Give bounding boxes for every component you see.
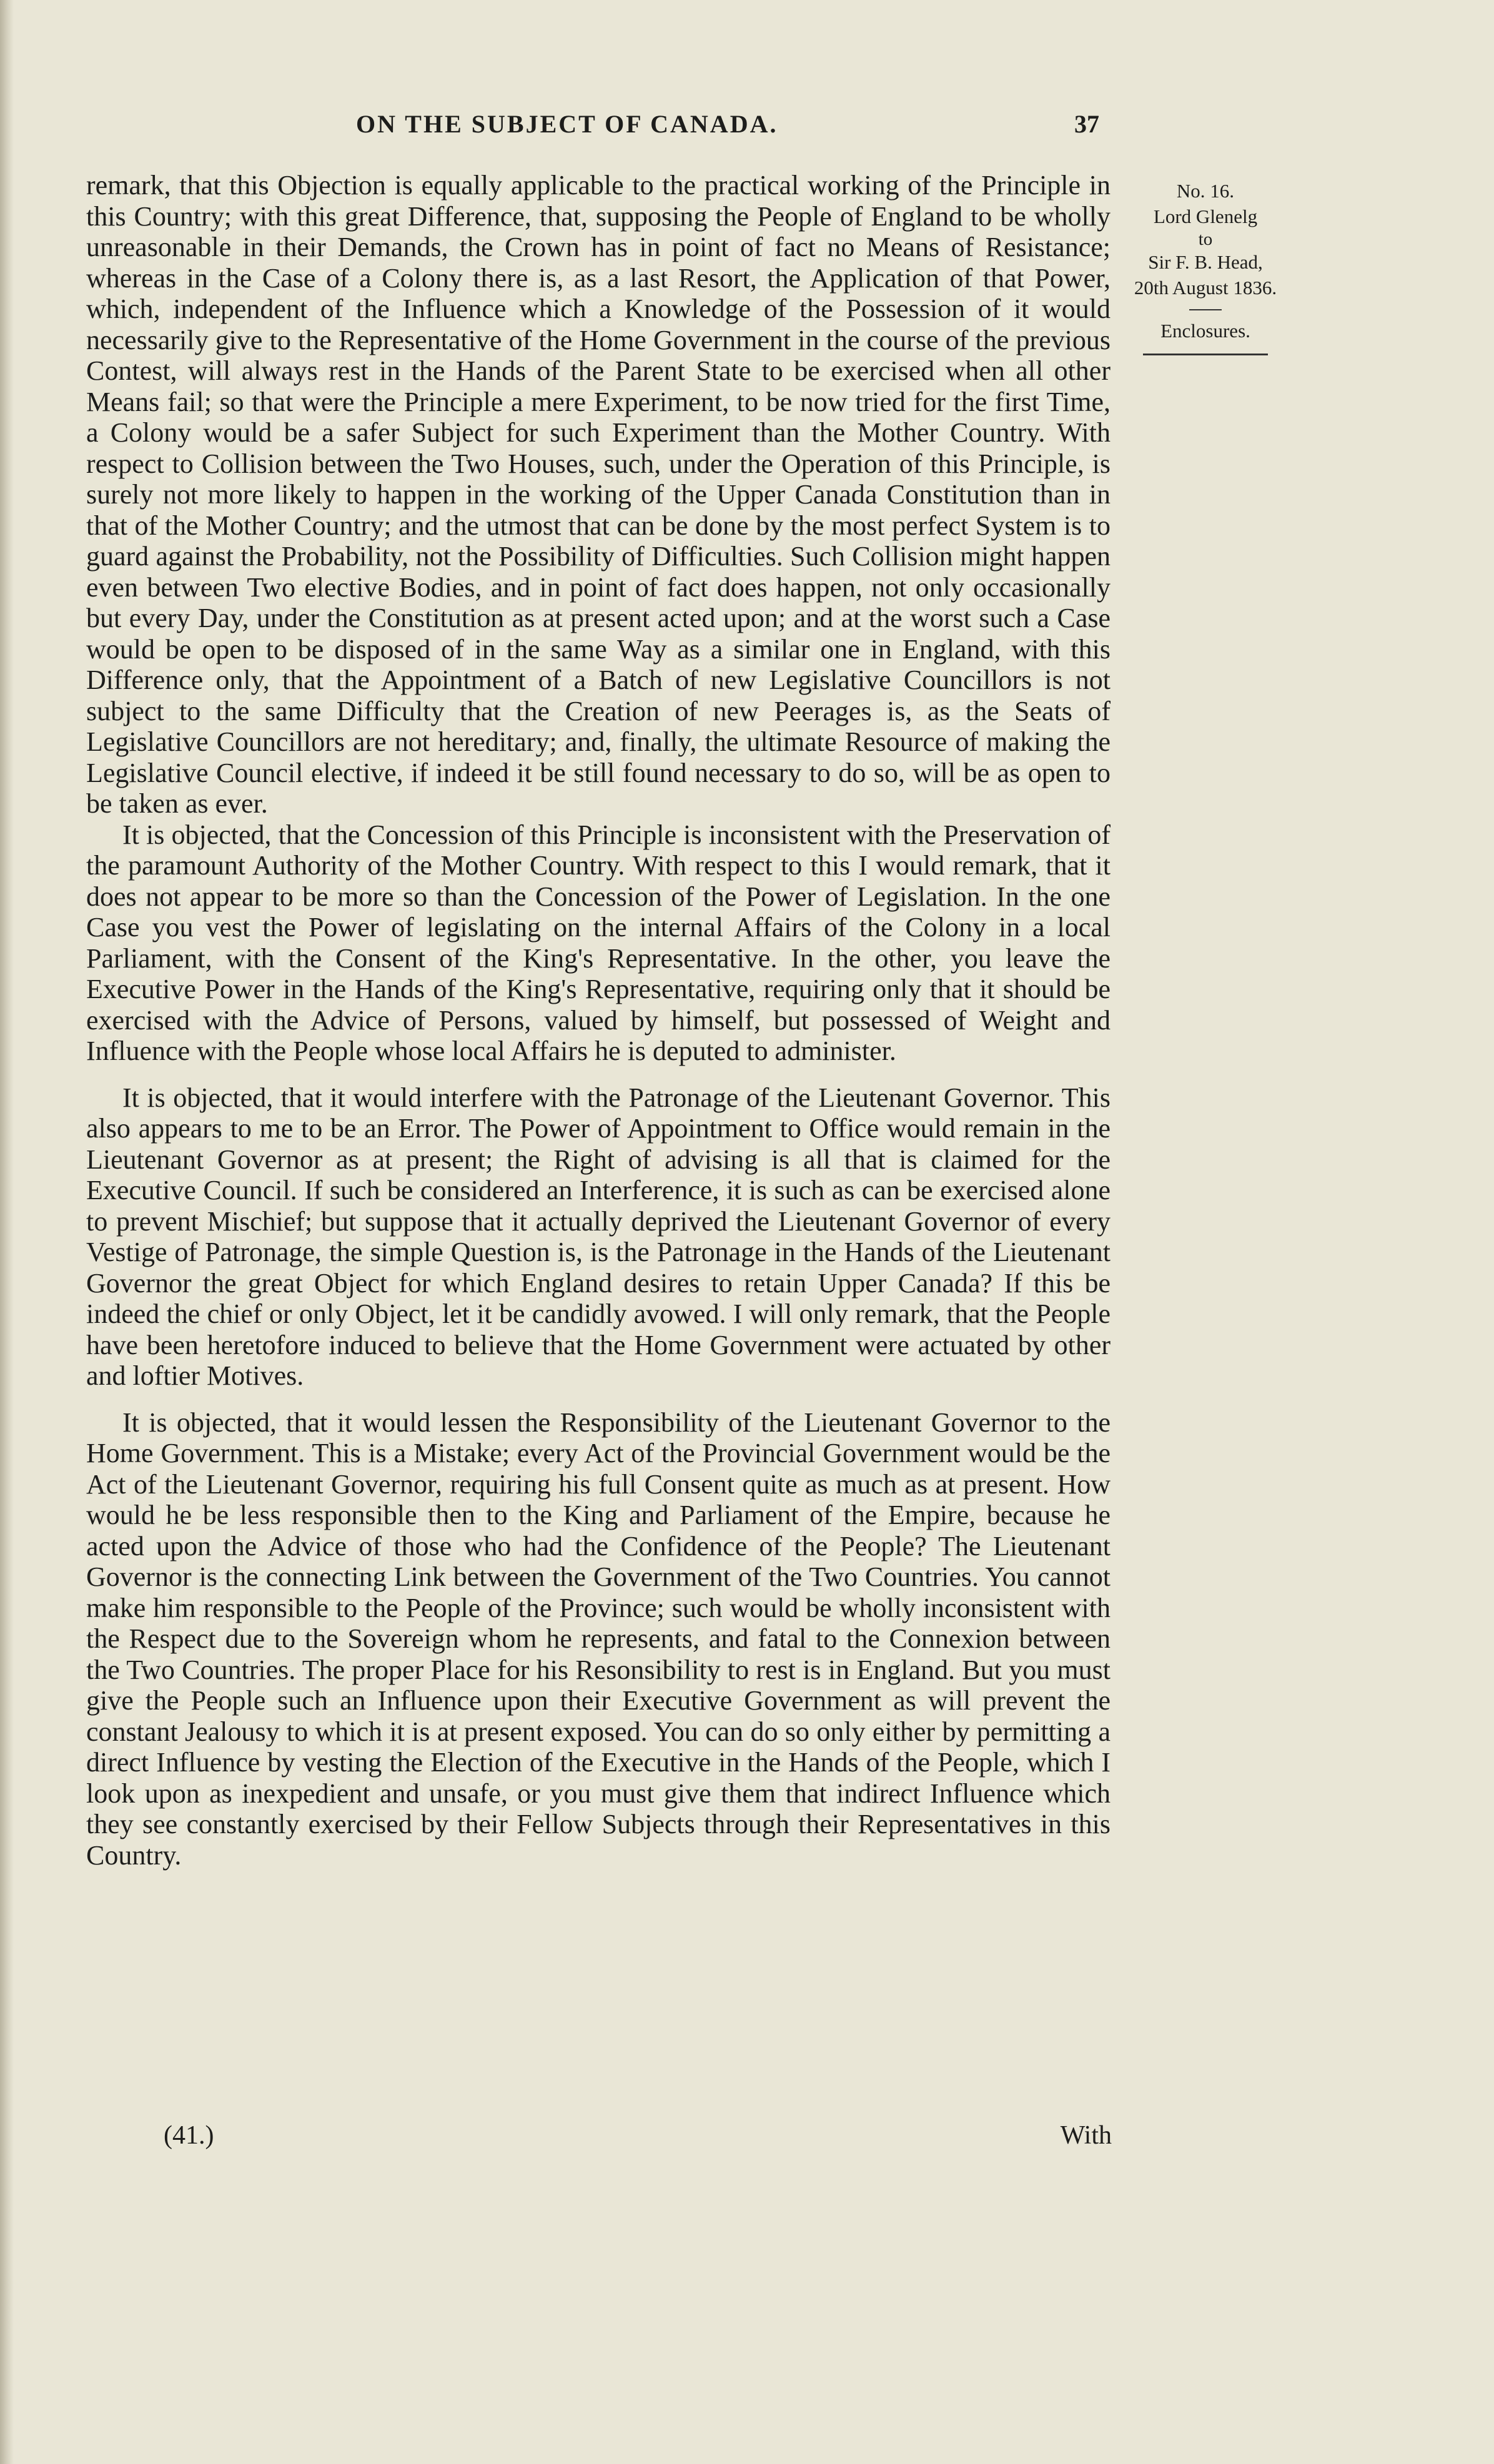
page-edge-shadow [0,0,14,2464]
short-divider [1189,309,1222,310]
enclosures-label: Enclosures. [1160,320,1250,342]
page-header [356,109,1099,153]
page-footer [164,2120,1112,2158]
paragraph-4: It is objected, that it would lessen the Responsibility of the Lieutenant Governor to the Home Government. This is a Mistake; every Act of the Provincial Government would be the Act of the Lieutenant Governor, requiring his full Consent quite as much as at present. How would he be less responsible then to the King and Parliament of the Empire, because he acted upon the Advice of those who had the Confidence of the People? The Lieutenant Governor is the connecting Link between the Government of the Two Countries. You cannot make him responsible to the People of the Province; such would be wholly inconsistent with the Respect due to the Sovereign whom he represents, and fatal to the Connexion between the Two Countries. The proper Place for his Resonsibility to rest is in England. But you must give the People such an Influence upon their Executive Government as will prevent the constant Jealousy to which it is at present exposed. You can do so only either by permitting a direct Influence by vesting the Election of the Executive in the Hands of the People, which I look upon as inexpedient and unsafe, or you must give them that indirect Influence which they see constantly exercised by their Fellow Subjects through their Representatives in this Country. [86,1407,1111,1871]
running-title: ON THE SUBJECT OF CANADA. [356,110,778,138]
dispatch-to: to [1198,229,1213,249]
signature-mark: (41.) [164,2121,214,2150]
page-number: 37 [1074,110,1099,138]
paragraph-3: It is objected, that it would interfere with the Patronage of the Lieutenant Governor. This also appears to me to be an Error. The Power of Appointment to Office would remain in the Lieutenant Governor as at present; the Right of advising is all that is claimed for the Executive Council. If such be considered an Interference, it is such as can be exercised alone to prevent Mischief; but suppose that it actually deprived the Lieutenant Governor of every Vestige of Patronage, the simple Question is, is the Patronage in the Hands of the Lieutenant Governor the great Object for which England desires to retain Upper Canada? If this be indeed the chief or only Object, let it be candidly avowed. I will only remark, that the People have been heretofore induced to believe that the Home Government were actuated by other and loftier Motives. [86,1082,1111,1391]
margin-note [1102,178,1308,355]
catchword: With [1060,2121,1112,2150]
long-divider [1143,354,1268,355]
dispatch-number: No. 16. [1176,180,1235,202]
paragraph-2: It is objected, that the Concession of this Principle is inconsistent with the Preservation of the paramount Authority of the Mother Country. With respect to this I would remark, that it does not appear to be more so than the Concession of the Power of Legislation. In the one Case you vest the Power of legislating on the internal Affairs of the Colony in a local Parliament, with the Consent of the King's Representative. In the other, you leave the Executive Power in the Hands of the King's Representative, requiring only that it should be exercised with the Advice of Persons, valued by himself, but possessed of Weight and Influence with the People whose local Affairs he is deputed to administer. [86,819,1111,1066]
dispatch-sender: Lord Glenelg [1153,205,1258,227]
dispatch-recipient: Sir F. B. Head, [1148,251,1263,273]
paragraph-1: remark, that this Objection is equally applicable to the practical working of the Principle in this Country; with this great Difference, that, supposing the People of England to be wholly unreasonable in their Demands, the Crown has in point of fact no Means of Resistance; whereas in the Case of a Colony there is, as a last Resort, the Application of that Power, which, independent of the Influence which a Knowledge of the Possession of it would necessarily give to the Representative of the Home Government in the course of the previous Contest, will always rest in the Hands of the Parent State to be exercised when all other Means fail; so that were the Principle a mere Experiment, to be now tried for the first Time, a Colony would be a safer Subject for such Experiment than the Mother Country. With respect to Collision between the Two Houses, such, under the Operation of this Principle, is surely not more likely to happen in the working of the Upper Canada Constitution than in that of the Mother Country; and the utmost that can be done by the most perfect System is to guard against the Probability, not the Possibility of Difficulties. Such Collision might happen even between Two elective Bodies, and in point of fact does happen, not only occasionally but every Day, under the Constitution as at present acted upon; and at the worst such a Case would be open to be disposed of in the same Way as a similar one in England, with this Difference only, that the Appointment of a Batch of new Legislative Councillors is not subject to the same Difficulty that the Creation of new Peerages is, as the Seats of Legislative Councillors are not hereditary; and, finally, the ultimate Resource of making the Legislative Council elective, if indeed it be still found necessary to do so, will be as open to be taken as ever. [86,170,1111,819]
body-text [86,170,1111,1871]
dispatch-date: 20th August 1836. [1134,277,1277,299]
